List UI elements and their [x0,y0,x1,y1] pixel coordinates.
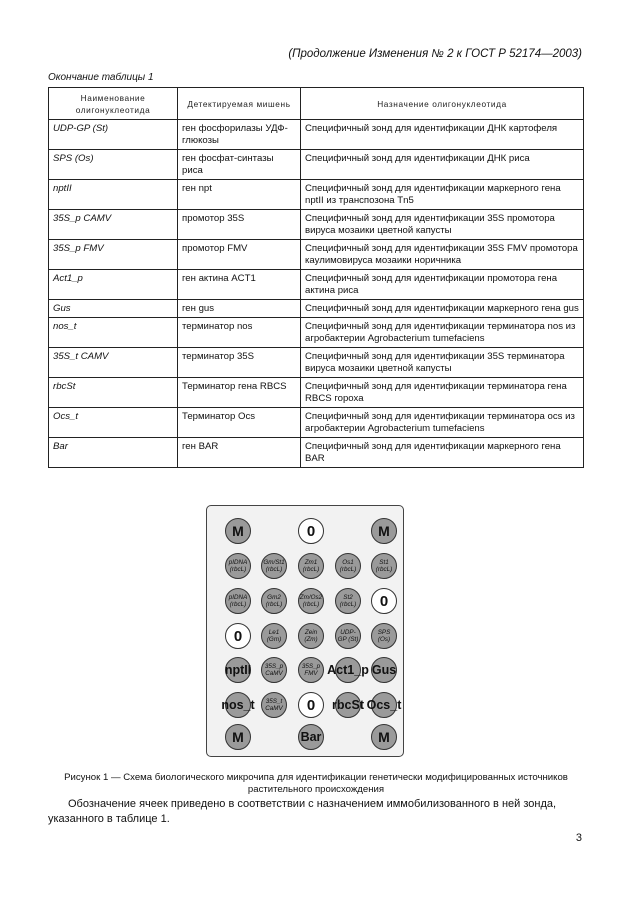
table-row [49,120,584,150]
table-row [49,210,584,240]
document-header: (Продолжение Изменения № 2 к ГОСТ Р 52174—2003) [288,48,582,60]
purpose-cell: Специфичный зонд для идентификации ДНК риса [301,150,584,180]
microchip-diagram [206,505,404,757]
table-row [49,318,584,348]
empty-well: 0 [371,588,397,614]
target-cell: промотор 35S [178,210,301,240]
oligo-name: Bar [49,438,178,468]
probe-well: Zm/Os2 (rbcL) [298,588,324,614]
target-cell: Терминатор Ocs [178,408,301,438]
table-caption: Окончание таблицы 1 [48,72,154,83]
purpose-cell: Специфичный зонд для идентификации терминатора гена RBCS гороха [301,378,584,408]
table-row [49,378,584,408]
table-row [49,438,584,468]
marker-well: M [371,518,397,544]
oligo-name: 35S_t CAMV [49,348,178,378]
target-cell: ген фосфорилазы УДФ-глюкозы [178,120,301,150]
probe-well: pIDNA (rbcL) [225,588,251,614]
marker-well: M [371,724,397,750]
probe-well: St1 (rbcL) [371,553,397,579]
col-header-target: Детектируемая мишень [178,88,301,120]
empty-well: 0 [298,518,324,544]
probe-well: UDP-GP (St) [335,623,361,649]
table-row [49,348,584,378]
target-cell: ген BAR [178,438,301,468]
note-paragraph: Обозначение ячеек приведено в соответствии с назначением иммобилизованного в ней зонда, указанного в таблице 1. [48,798,557,825]
purpose-cell: Специфичный зонд для идентификации 35S промотора вируса мозаики цветной капусты [301,210,584,240]
target-cell: ген актина ACT1 [178,270,301,300]
probe-well: rbcSt [335,692,361,718]
page-number: 3 [575,832,582,844]
oligo-name: rbcSt [49,378,178,408]
target-cell: терминатор 35S [178,348,301,378]
purpose-cell: Специфичный зонд для идентификации 35S терминатора вируса мозаики цветной капусты [301,348,584,378]
target-cell: ген фосфат-синтазы риса [178,150,301,180]
oligo-name: SPS (Os) [49,150,178,180]
table-row [49,240,584,270]
purpose-cell: Специфичный зонд для идентификации маркерного гена gus [301,300,584,318]
probe-well: Gm2 (rbcL) [261,588,287,614]
oligo-name: nos_t [49,318,178,348]
oligo-name: 35S_p CAMV [49,210,178,240]
target-cell: ген gus [178,300,301,318]
table-row [49,180,584,210]
purpose-cell: Специфичный зонд для идентификации маркерного гена nptII из транспозона Tn5 [301,180,584,210]
purpose-cell: Специфичный зонд для идентификации ДНК картофеля [301,120,584,150]
probe-well: Ocs_t [371,692,397,718]
oligo-name: Act1_p [49,270,178,300]
col-header-purpose: Назначение олигонуклеотида [301,88,584,120]
table-row [49,270,584,300]
target-cell: Терминатор гена RBCS [178,378,301,408]
table-row [49,300,584,318]
table-row [49,408,584,438]
oligo-name: Ocs_t [49,408,178,438]
probe-well: Le1 (Gm) [261,623,287,649]
target-cell: терминатор nos [178,318,301,348]
probe-well: 35S_p CaMV [261,657,287,683]
table-row [49,150,584,180]
marker-well: M [225,518,251,544]
figure-caption: Рисунок 1 — Схема биологического микрочипа для идентификации генетически модифицированных источников растительного происхождения [64,772,568,795]
empty-well: 0 [225,623,251,649]
purpose-cell: Специфичный зонд для идентификации промотора гена актина риса [301,270,584,300]
marker-well: M [225,724,251,750]
purpose-cell: Специфичный зонд для идентификации терминатора nos из агробактерии Agrobacterium tumefaciens [301,318,584,348]
oligo-name: UDP-GP (St) [49,120,178,150]
probe-well: Gm/St1 (rbcL) [261,553,287,579]
purpose-cell: Специфичный зонд для идентификации маркерного гена BAR [301,438,584,468]
probe-well: Bar [298,724,324,750]
oligo-name: nptII [49,180,178,210]
probe-well: Act1_p [335,657,361,683]
target-cell: ген npt [178,180,301,210]
oligo-name: 35S_p FMV [49,240,178,270]
probe-well: nptII [225,657,251,683]
empty-well: 0 [298,692,324,718]
purpose-cell: Специфичный зонд для идентификации терминатора ocs из агробактерии Agrobacterium tumefaciens [301,408,584,438]
oligonucleotide-table [48,87,584,468]
probe-well: SPS (Os) [371,623,397,649]
probe-well: St2 (rbcL) [335,588,361,614]
probe-well: pIDNA (rbcL) [225,553,251,579]
col-header-name: Наименование олигонуклеотида [49,88,178,120]
probe-well: Os1 (rbcL) [335,553,361,579]
probe-well: nos_t [225,692,251,718]
probe-well: Zein (Zm) [298,623,324,649]
probe-well: Zm1 (rbcL) [298,553,324,579]
probe-well: 35S_t CaMV [261,692,287,718]
purpose-cell: Специфичный зонд для идентификации 35S FMV промотора каулимовируса мозаики норичника [301,240,584,270]
probe-well: 35S_p FMV [298,657,324,683]
target-cell: промотор FMV [178,240,301,270]
probe-well: Gus [371,657,397,683]
oligo-name: Gus [49,300,178,318]
